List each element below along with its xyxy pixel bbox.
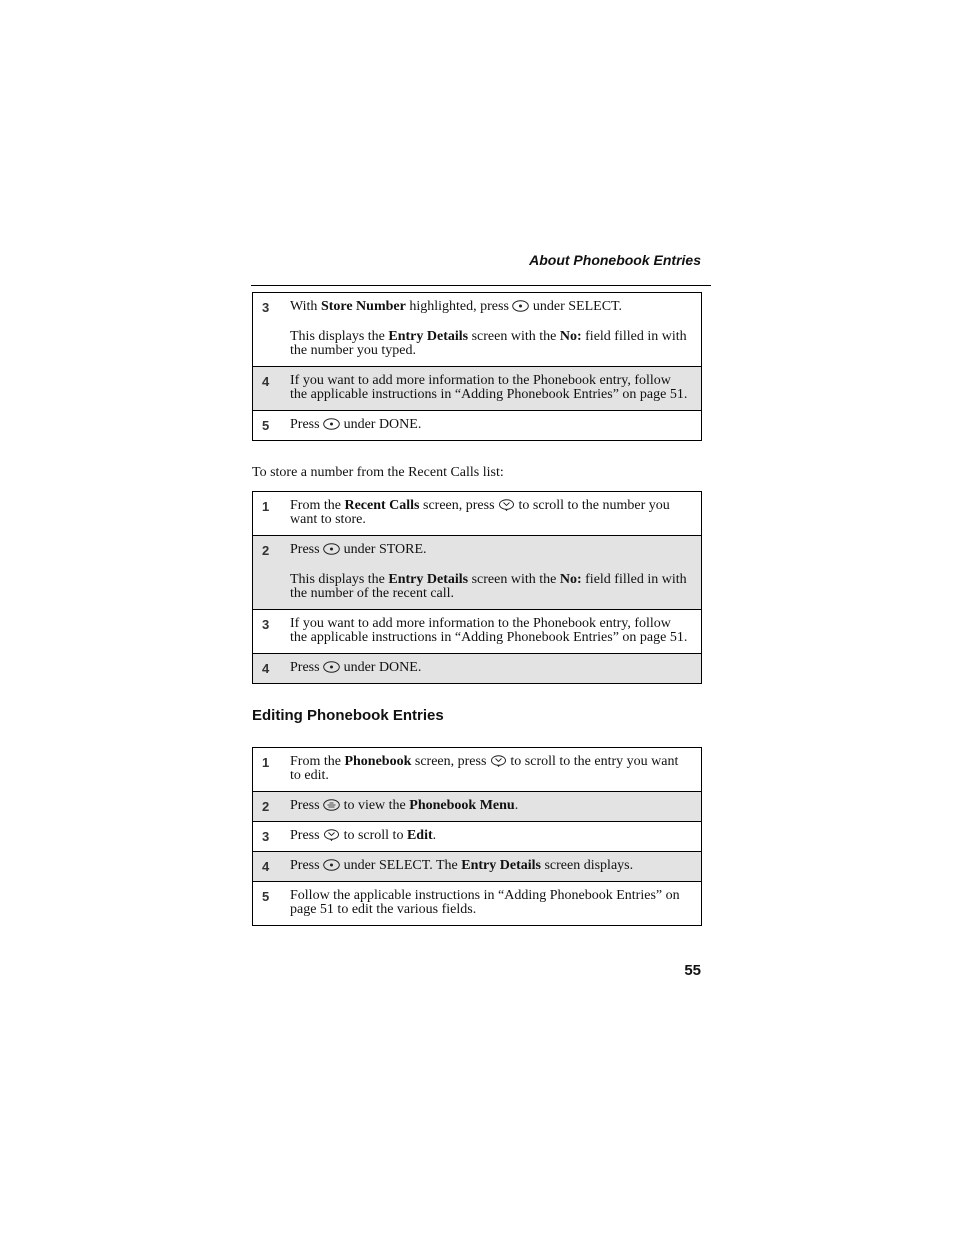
step-text bbox=[288, 822, 702, 852]
step-number: 1 bbox=[253, 748, 289, 792]
step-paragraph bbox=[290, 499, 689, 527]
step-number: 3 bbox=[253, 610, 289, 654]
text-run: With bbox=[290, 299, 321, 314]
text-run: highlighted, press bbox=[405, 299, 513, 314]
bold-term: Entry Details bbox=[461, 858, 541, 873]
section-heading: Editing Phonebook Entries bbox=[252, 707, 444, 724]
step-text bbox=[288, 411, 702, 441]
step-row bbox=[253, 536, 702, 610]
text-run: This displays the bbox=[290, 572, 389, 587]
step-paragraph bbox=[290, 418, 689, 432]
text-run: to scroll to the number you want to store. bbox=[290, 498, 670, 527]
bold-term: Entry Details bbox=[388, 329, 469, 344]
running-header: About Phonebook Entries bbox=[529, 252, 701, 268]
bold-term: Store Number bbox=[320, 299, 406, 314]
nav-key-icon bbox=[323, 829, 340, 841]
bold-term: No: bbox=[559, 572, 582, 587]
option-key-icon bbox=[323, 418, 340, 430]
step-text bbox=[288, 852, 702, 882]
step-row bbox=[253, 492, 702, 536]
text-run: This displays the bbox=[290, 329, 389, 344]
text-run: screen, press bbox=[419, 498, 499, 513]
step-paragraph bbox=[290, 300, 689, 314]
text-run: field filled in with the number you typed. bbox=[290, 329, 687, 358]
option-key-icon bbox=[323, 859, 340, 871]
text-run: to scroll to bbox=[340, 828, 407, 843]
step-text bbox=[288, 610, 702, 654]
text-run: If you want to add more information to the Phonebook entry, follow the applicable instructions in “Adding Phonebook Entries” on page 51. bbox=[290, 616, 688, 645]
text-run: Press bbox=[290, 858, 324, 873]
step-row bbox=[253, 367, 702, 411]
step-text bbox=[288, 792, 702, 822]
step-text bbox=[288, 367, 702, 411]
step-row bbox=[253, 822, 702, 852]
step-row bbox=[253, 748, 702, 792]
step-number: 2 bbox=[253, 536, 289, 610]
step-number: 3 bbox=[253, 293, 289, 367]
step-row bbox=[253, 411, 702, 441]
text-run: screen with the bbox=[468, 572, 560, 587]
text-run: under SELECT. bbox=[529, 299, 623, 314]
bold-term: Entry Details bbox=[388, 572, 469, 587]
step-row bbox=[253, 610, 702, 654]
text-run: From the bbox=[290, 754, 345, 769]
step-number: 5 bbox=[253, 411, 289, 441]
bold-term: Recent Calls bbox=[344, 498, 420, 513]
header-rule bbox=[251, 285, 711, 286]
bold-term: Phonebook bbox=[344, 754, 412, 769]
text-run: under DONE. bbox=[340, 417, 422, 432]
step-text bbox=[288, 654, 702, 684]
step-paragraph bbox=[290, 889, 689, 917]
text-run: field filled in with the number of the recent call. bbox=[290, 572, 687, 601]
step-paragraph bbox=[290, 543, 689, 557]
bold-term: Edit bbox=[406, 828, 433, 843]
text-run: Press bbox=[290, 828, 324, 843]
step-row bbox=[253, 293, 702, 367]
text-run: From the bbox=[290, 498, 345, 513]
step-paragraph bbox=[290, 330, 689, 358]
step-row bbox=[253, 882, 702, 926]
editing-steps-table bbox=[252, 747, 702, 926]
step-paragraph bbox=[290, 617, 689, 645]
text-run: screen displays. bbox=[540, 858, 634, 873]
step-number: 5 bbox=[253, 882, 289, 926]
option-key-icon bbox=[512, 300, 529, 312]
nav-key-icon bbox=[490, 755, 507, 767]
step-text bbox=[288, 882, 702, 926]
step-paragraph bbox=[290, 799, 689, 813]
step-number: 4 bbox=[253, 367, 289, 411]
text-run: screen with the bbox=[468, 329, 560, 344]
step-paragraph bbox=[290, 859, 689, 873]
recent-calls-steps-table bbox=[252, 491, 702, 684]
nav-key-icon bbox=[498, 499, 515, 511]
step-number: 2 bbox=[253, 792, 289, 822]
text-run: Press bbox=[290, 798, 324, 813]
step-paragraph bbox=[290, 573, 689, 601]
store-number-steps-table bbox=[252, 292, 702, 441]
step-paragraph bbox=[290, 661, 689, 675]
step-text bbox=[288, 536, 702, 610]
bold-term: Phonebook Menu bbox=[409, 798, 515, 813]
text-run: . bbox=[432, 828, 437, 843]
option-key-icon bbox=[323, 661, 340, 673]
text-run: to scroll to the entry you want to edit. bbox=[290, 754, 679, 783]
step-paragraph bbox=[290, 829, 689, 843]
step-text bbox=[288, 748, 702, 792]
step-row bbox=[253, 852, 702, 882]
text-run: screen, press bbox=[411, 754, 490, 769]
text-run: Press bbox=[290, 417, 324, 432]
step-text bbox=[288, 492, 702, 536]
text-run: to view the bbox=[340, 798, 410, 813]
step-number: 3 bbox=[253, 822, 289, 852]
step-paragraph bbox=[290, 755, 689, 783]
text-run: If you want to add more information to the Phonebook entry, follow the applicable instructions in “Adding Phonebook Entries” on page 51. bbox=[290, 373, 688, 402]
text-run: Follow the applicable instructions in “Adding Phonebook Entries” on page 51 to edit the various fields. bbox=[290, 888, 680, 917]
text-run: under DONE. bbox=[340, 660, 422, 675]
menu-key-icon bbox=[323, 799, 340, 811]
step-number: 4 bbox=[253, 852, 289, 882]
text-run: under SELECT. The bbox=[340, 858, 462, 873]
step-paragraph bbox=[290, 374, 689, 402]
text-run: under STORE. bbox=[340, 542, 427, 557]
recent-calls-intro: To store a number from the Recent Calls list: bbox=[252, 465, 504, 480]
step-number: 4 bbox=[253, 654, 289, 684]
step-row bbox=[253, 654, 702, 684]
step-number: 1 bbox=[253, 492, 289, 536]
step-row bbox=[253, 792, 702, 822]
text-run: Press bbox=[290, 542, 324, 557]
text-run: . bbox=[514, 798, 519, 813]
step-text bbox=[288, 293, 702, 367]
option-key-icon bbox=[323, 543, 340, 555]
text-run: Press bbox=[290, 660, 324, 675]
page-number: 55 bbox=[684, 962, 701, 979]
bold-term: No: bbox=[559, 329, 582, 344]
